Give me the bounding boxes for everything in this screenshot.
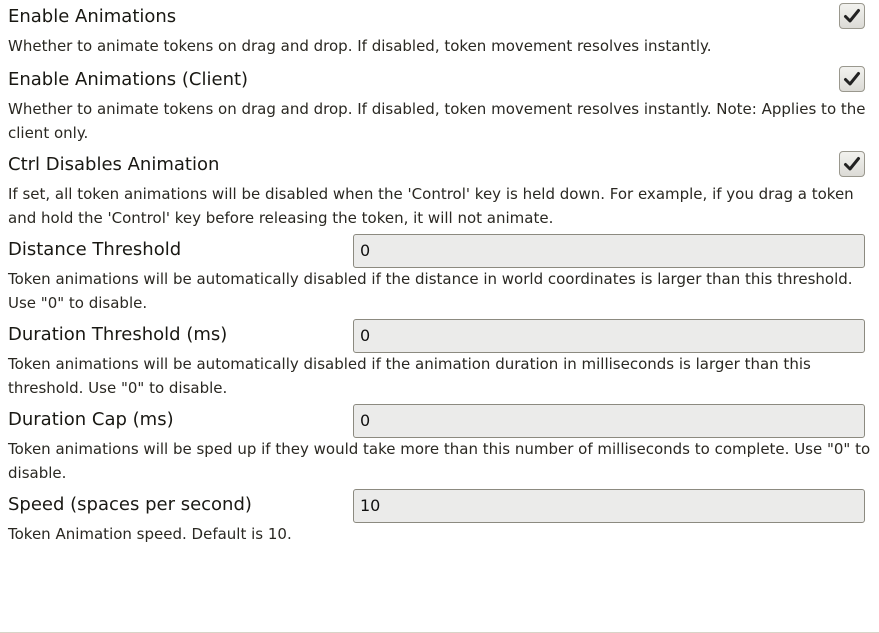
ctrl-disables-animation-checkbox[interactable] [839, 151, 865, 177]
setting-enable-animations [0, 0, 879, 58]
setting-label: Duration Threshold (ms) [8, 324, 228, 345]
distance-threshold-input[interactable]: 0 [353, 234, 865, 268]
setting-enable-animations-client [0, 63, 879, 145]
setting-label: Distance Threshold [8, 239, 182, 260]
setting-hint: Whether to animate tokens on drag and drop. If disabled, token movement resolves instantly. [8, 37, 712, 55]
setting-label: Enable Animations [8, 6, 177, 27]
setting-hint: Token animations will be automatically disabled if the distance in world coordinates is larger than this threshold. Use "0" to disable. [8, 270, 853, 312]
setting-hint: Token animations will be automatically disabled if the animation duration in milliseconds is larger than this threshold. Use "0" to disable. [8, 355, 811, 397]
setting-label: Enable Animations (Client) [8, 69, 249, 90]
setting-label: Ctrl Disables Animation [8, 154, 220, 175]
setting-hint: Whether to animate tokens on drag and drop. If disabled, token movement resolves instantly. Note: Applies to the client only. [8, 100, 866, 142]
setting-distance-threshold [0, 233, 879, 315]
setting-speed [0, 488, 879, 546]
setting-hint: If set, all token animations will be disabled when the 'Control' key is held down. For example, if you drag a token and hold the 'Control' key before releasing the token, it will not animate. [8, 185, 854, 227]
duration-threshold-input[interactable]: 0 [353, 319, 865, 353]
speed-input[interactable]: 10 [353, 489, 865, 523]
setting-label: Speed (spaces per second) [8, 494, 252, 515]
checkmark-icon [843, 70, 861, 88]
checkmark-icon [843, 7, 861, 25]
setting-hint: Token Animation speed. Default is 10. [8, 525, 292, 543]
enable-animations-checkbox[interactable] [839, 3, 865, 29]
duration-cap-input[interactable]: 0 [353, 404, 865, 438]
enable-animations-client-checkbox[interactable] [839, 66, 865, 92]
setting-duration-threshold [0, 318, 879, 400]
setting-ctrl-disables-animation [0, 148, 879, 230]
setting-label: Duration Cap (ms) [8, 409, 174, 430]
checkmark-icon [843, 155, 861, 173]
setting-duration-cap [0, 403, 879, 485]
setting-hint: Token animations will be sped up if they would take more than this number of milliseconds to complete. Use "0" to disable. [8, 440, 871, 482]
